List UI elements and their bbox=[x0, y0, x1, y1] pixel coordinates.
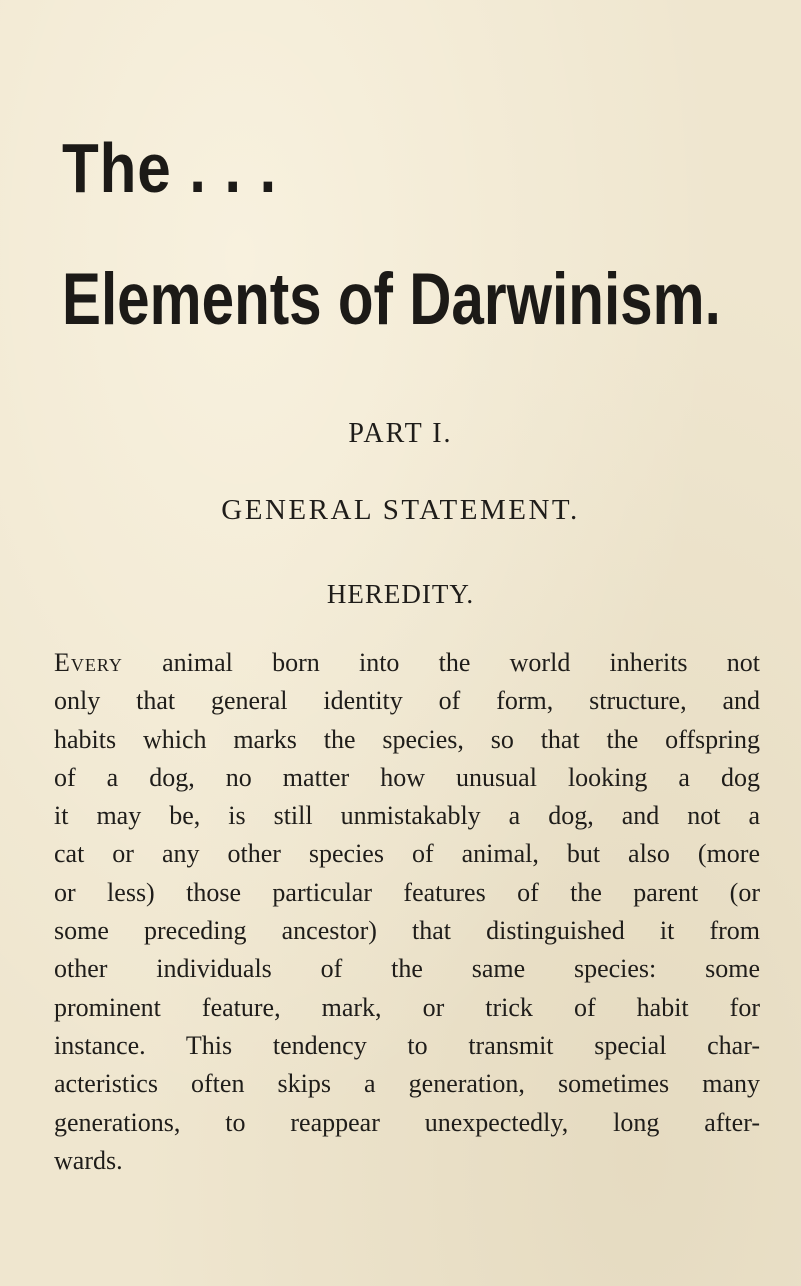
paragraph-line: wards. bbox=[54, 1145, 123, 1175]
section-heading: GENERAL STATEMENT. bbox=[221, 494, 580, 526]
paragraph-line: acteristics often skips a generation, sometimes many bbox=[54, 1069, 760, 1099]
paragraph-line bbox=[54, 644, 760, 682]
paragraph-line: other individuals of the same species: some bbox=[54, 954, 760, 984]
paragraph-line: cat or any other species of animal, but also (more bbox=[54, 839, 760, 869]
paragraph-line: it may be, is still unmistakably a dog, and not a bbox=[54, 801, 760, 831]
paragraph-line-text: animal born into the world inherits not bbox=[122, 648, 760, 677]
paragraph-line: some preceding ancestor) that distinguished it from bbox=[54, 916, 760, 946]
paragraph-line: habits which marks the species, so that the offspring bbox=[54, 724, 760, 754]
paragraph-line: of a dog, no matter how unusual looking a dog bbox=[54, 762, 760, 792]
paragraph-lead-word: Every bbox=[54, 648, 123, 677]
part-heading: PART I. bbox=[348, 418, 453, 449]
paragraph-line: instance. This tendency to transmit special char- bbox=[54, 1030, 760, 1060]
paragraph-line: prominent feature, mark, or trick of habit for bbox=[54, 992, 760, 1022]
subsection-heading: HEREDITY. bbox=[326, 579, 475, 609]
paragraph-line: generations, to reappear unexpectedly, long after- bbox=[54, 1107, 760, 1137]
title-line-the: The . . . bbox=[62, 129, 278, 207]
paragraph-line: or less) those particular features of the parent (or bbox=[54, 877, 760, 907]
book-title: Elements of Darwinism. bbox=[62, 259, 721, 340]
paragraph-line: only that general identity of form, structure, and bbox=[54, 686, 760, 716]
body-paragraph bbox=[54, 644, 760, 1180]
